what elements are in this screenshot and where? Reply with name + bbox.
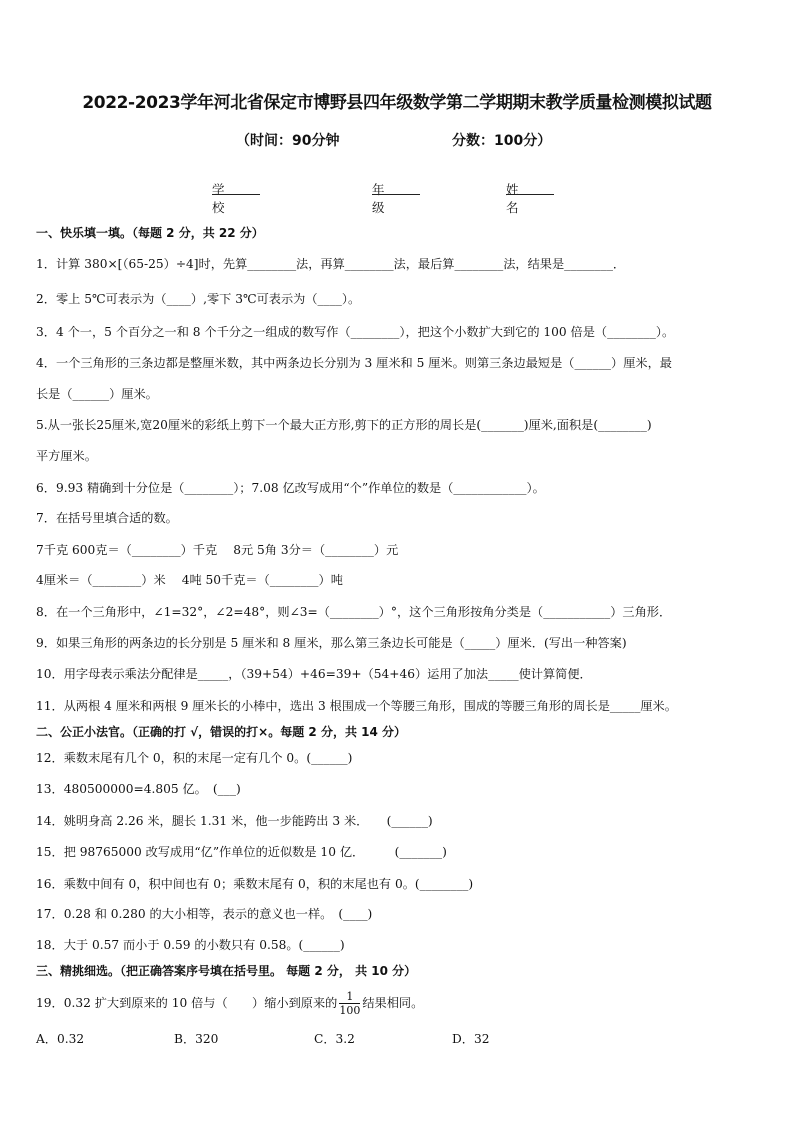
school-blank[interactable] [212,180,260,195]
section-heading-1: 一、快乐填一填。（每题 2 分，共 22 分） [36,226,264,240]
question-19: 19．0.32 扩大到原来的 10 倍与（ ）缩小到原来的 $\frac{1}{100}$ 结果相同。 [36,990,424,1017]
question-4-line-1: 4．一个三角形的三条边都是整厘米数，其中两条边长分别为 3 厘米和 5 厘米。则第三条边最短是（______）厘米，最 [36,356,672,370]
question-16: 16．乘数中间有 0，积中间也有 0；乘数末尾有 0，积的末尾也有 0。(________) [36,877,474,891]
fraction: $\frac{1}{100}$ [339,990,361,1017]
question-5-line-2: 平方厘米。 [36,449,97,463]
question-7-part-a: 7千克 600克＝（________）千克 8元 5角 3分＝（________）元 [36,543,399,557]
question-8: 8．在一个三角形中，∠1=32°，∠2=48°，则∠3=（________）°，这个三角形按角分类是（___________）三角形． [36,605,672,619]
question-3: 3．4 个一，5 个百分之一和 8 个千分之一组成的数写作（________），把这个小数扩大到它的 100 倍是（________）。 [36,325,675,339]
grade-blank[interactable] [372,180,420,195]
option-c[interactable]: C．3.2 [314,1032,355,1046]
question-17: 17．0.28 和 0.280 的大小相等，表示的意义也一样。 (____) [36,907,373,921]
exam-score: 分数：100分） [452,133,552,149]
question-19-options [36,1030,766,1048]
question-11: 11．从两根 4 厘米和两根 9 厘米长的小棒中，选出 3 根围成一个等腰三角形，围成的等腰三角形的周长是_____厘米。 [36,699,677,713]
question-5-line-1: 5.从一张长25厘米,宽20厘米的彩纸上剪下一个最大正方形,剪下的正方形的周长是(_______)厘米,面积是(________) [36,418,652,432]
question-13: 13．480500000=4.805 亿。 (___) [36,782,241,796]
question-10: 10．用字母表示乘法分配律是_____，（39+54）+46=39+（54+46）运用了加法_____使计算简便． [36,667,592,681]
page-title: 2022-2023学年河北省保定市博野县四年级数学第二学期期末教学质量检测模拟试题 [82,93,712,113]
name-blank[interactable] [506,180,554,195]
question-9: 9．如果三角形的两条边的长分别是 5 厘米和 8 厘米，那么第三条边长可能是（_____）厘米．(写出一种答案) [36,636,627,650]
question-7-part-b: 4厘米＝（________）米 4吨 50千克＝（________）吨 [36,573,343,587]
question-14: 14．姚明身高 2.26 米，腿长 1.31 米，他一步能跨出 3 米． (______) [36,814,433,828]
question-12: 12．乘数末尾有几个 0，积的末尾一定有几个 0。(______) [36,751,353,765]
exam-meta [0,130,794,152]
option-b[interactable]: B．320 [174,1032,219,1046]
section-heading-2: 二、公正小法官。（正确的打 √，错误的打×。每题 2 分，共 14 分） [36,725,406,739]
question-1: 1．计算 380×[（65-25）÷4]时，先算________法，再算________法，最后算________法，结果是________． [36,257,626,271]
question-18: 18．大于 0.57 而小于 0.59 的小数只有 0.58。(______) [36,938,345,952]
question-2: 2．零上 5℃可表示为（____）,零下 3℃可表示为（____）。 [36,292,361,306]
student-info: 学校 年级 姓名 [0,180,794,200]
exam-time: （时间：90分钟 [236,133,340,149]
question-7: 7．在括号里填合适的数。 [36,511,178,525]
question-6: 6．9.93 精确到十分位是（________）；7.08 亿改写成用“个”作单位的数是（____________）。 [36,481,545,495]
question-4-line-2: 长是（______）厘米。 [36,387,158,401]
section-heading-3: 三、精挑细选。（把正确答案序号填在括号里。 每题 2 分， 共 10 分） [36,964,417,978]
option-d[interactable]: D．32 [452,1032,490,1046]
question-15: 15．把 98765000 改写成用“亿”作单位的近似数是 10 亿． (_______) [36,845,447,859]
option-a[interactable]: A．0.32 [36,1032,85,1046]
